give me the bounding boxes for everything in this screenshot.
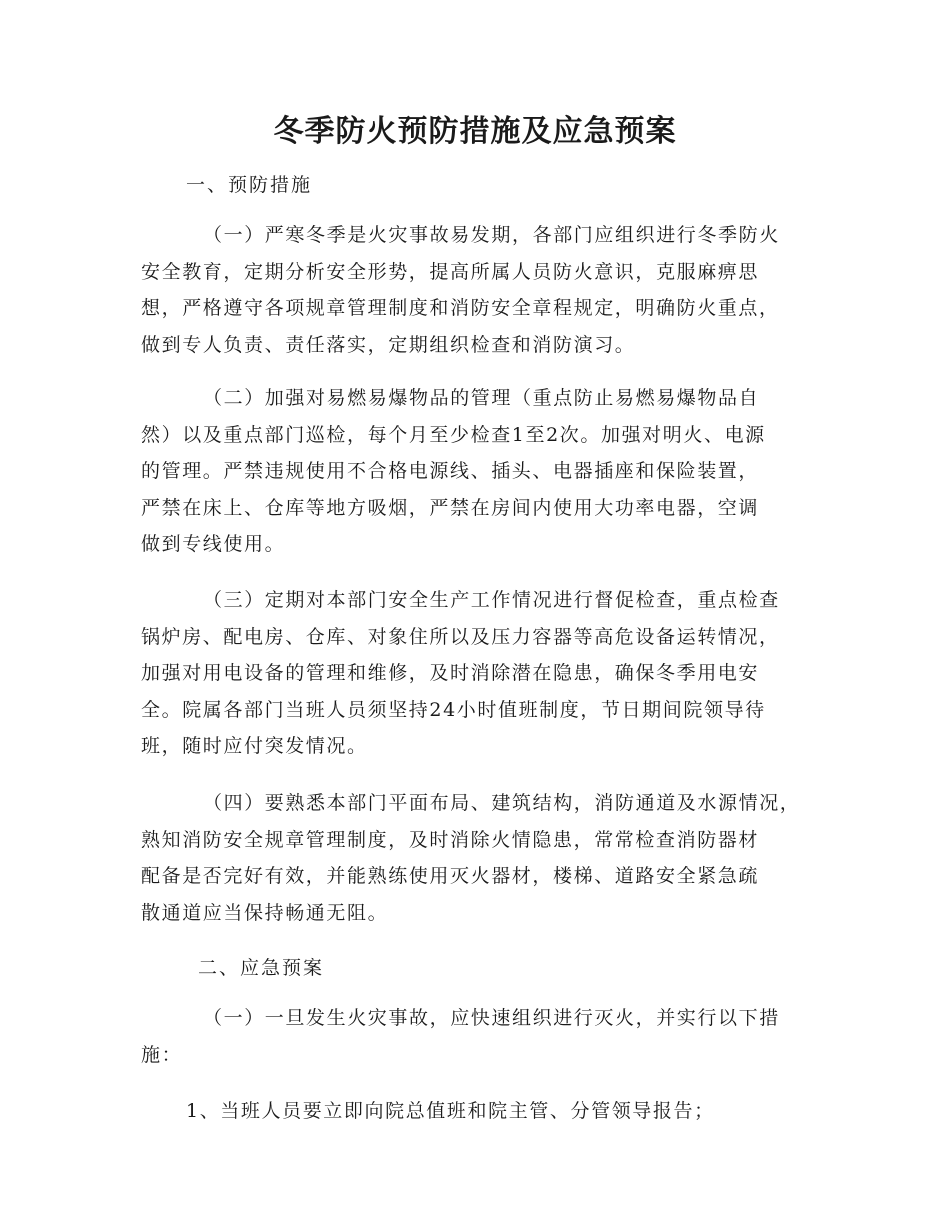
section-heading-prevention: 一、预防措施 [186,174,313,196]
list-item-1: 1、当班人员要立即向院总值班和院主管、分管领导报告； [186,1100,715,1122]
paragraph-5 [141,1000,821,1073]
paragraph-1 [141,217,821,363]
paragraph-line: 安全教育，定期分析安全形势，提高所属人员防火意识，克服麻痹思 [141,260,760,283]
paragraph-line: （四）要熟悉本部门平面布局、建筑结构，消防通道及水源情况， [203,792,801,814]
paragraph-line: 想，严格遵守各项规章管理制度和消防安全章程规定，明确防火重点， [141,297,780,319]
paragraph-4 [141,785,821,931]
paragraph-line: （一）严寒冬季是火灾事故易发期，各部门应组织进行冬季防火 [203,224,780,246]
paragraph-line: 做到专线使用。 [141,533,286,555]
paragraph-3 [141,582,821,765]
paragraph-line: 熟知消防安全规章管理制度，及时消除火情隐患，常常检查消防器材 [141,828,760,851]
paragraph-line: 的管理。严禁违规使用不合格电源线、插头、电器插座和保险装置， [141,460,760,482]
paragraph-line: （一）一旦发生火灾事故，应快速组织进行灭火，并实行以下措 [203,1007,780,1029]
paragraph-line: 做到专人负责、责任落实，定期组织检查和消防演习。 [141,333,636,356]
paragraph-line: 全。院属各部门当班人员须坚持24小时值班制度，节日期间院领导待 [141,698,766,721]
paragraph-line: 加强对用电设备的管理和维修，及时消除潜在隐患，确保冬季用电安 [141,662,760,684]
paragraph-line: 然）以及重点部门巡检，每个月至少检查1至2次。加强对明火、电源 [141,423,766,446]
paragraph-line: （三）定期对本部门安全生产工作情况进行督促检查，重点检查 [203,589,780,611]
section-heading-emergency: 二、应急预案 [198,957,325,979]
paragraph-line: （二）加强对易燃易爆物品的管理（重点防止易燃易爆物品自 [203,387,760,409]
paragraph-line: 配备是否完好有效，并能熟练使用灭火器材，楼梯、道路安全紧急疏 [141,865,760,887]
paragraph-line: 班，随时应付突发情况。 [141,735,368,757]
paragraph-line: 施： [141,1043,183,1066]
paragraph-2 [141,380,821,563]
document-title: 冬季防火预防措施及应急预案 [273,114,677,149]
paragraph-line: 严禁在床上、仓库等地方吸烟，严禁在房间内使用大功率电器，空调 [141,496,760,519]
paragraph-line: 散通道应当保持畅通无阻。 [141,901,389,924]
paragraph-line: 锅炉房、配电房、仓库、对象住所以及压力容器等高危设备运转情况， [141,625,780,648]
